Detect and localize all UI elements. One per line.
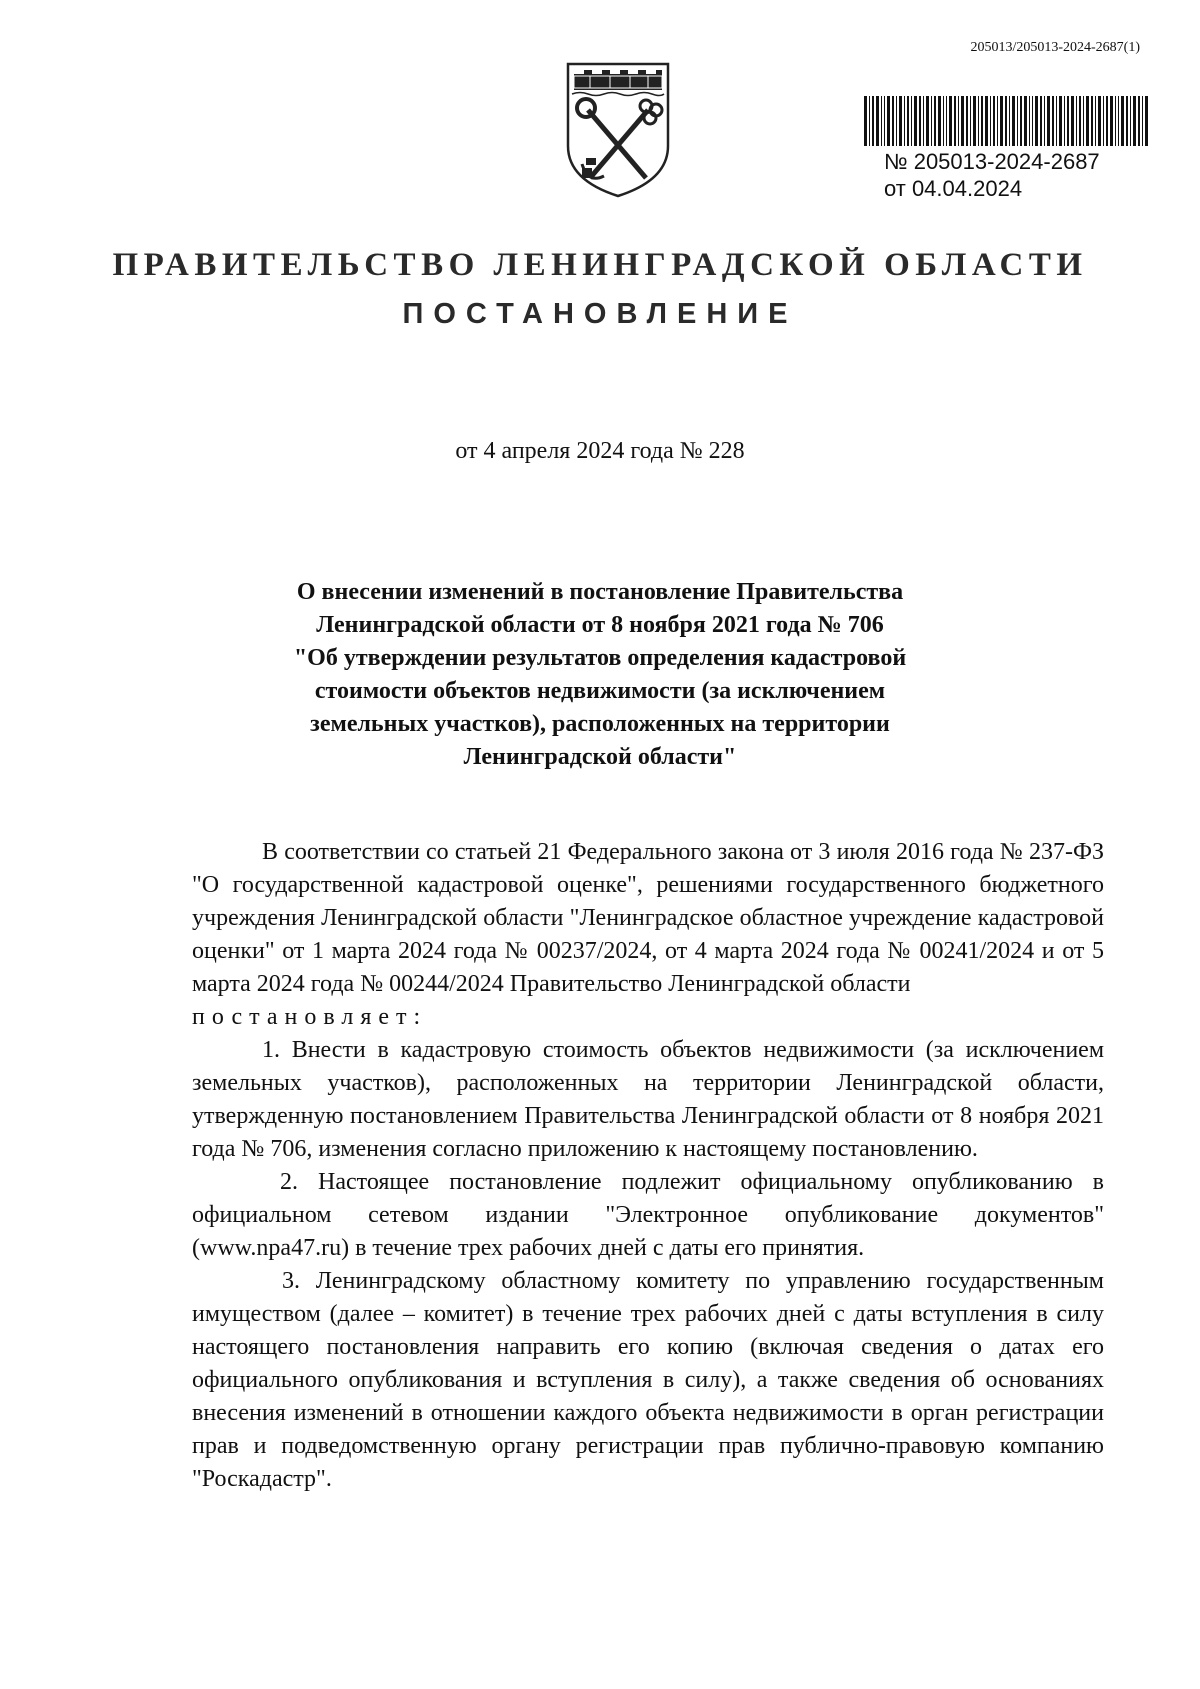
government-title: ПРАВИТЕЛЬСТВО ЛЕНИНГРАДСКОЙ ОБЛАСТИ xyxy=(112,247,1088,283)
document-date: от 04.04.2024 xyxy=(884,176,1023,201)
document-registration xyxy=(884,148,1100,202)
barcode-icon xyxy=(864,96,1148,146)
item-1-paragraph: 1. Внести в кадастровую стоимость объектов недвижимости (за исключением земельных участков), расположенных на территории Ленинградской области, утвержденную постановлением Правительства Ленинградской области от 8 ноября 2021 года № 706, изменения согласно приложению к настоящему постановлению. xyxy=(192,1037,1104,1162)
item-3-paragraph: 3. Ленинградскому областному комитету по управлению государственным имуществом (далее – комитет) в течение трех рабочих дней с даты вступления в силу настоящего постановления направить его копию (включая сведения о датах его официального опубликования и вступления в силу), а также сведения об основаниях внесения изменений в отношении каждого объекта недвижимости в орган регистрации прав и подведомственную органу регистрации прав публично-правовую компанию "Роскадастр". xyxy=(192,1268,1104,1492)
preamble-paragraph: В соответствии со статьей 21 Федерального закона от 3 июля 2016 года № 237-ФЗ "О государственной кадастровой оценке", решениями государственного бюджетного учреждения Ленинградской области "Ленинградское областное учреждение кадастровой оценки" от 1 марта 2024 года № 00237/2024, от 4 марта 2024 года № 00241/2024 и от 5 марта 2024 года № 00244/2024 Правительство Ленинградской области xyxy=(192,839,1104,997)
subject-line: Ленинградской области" xyxy=(463,744,737,770)
subject-line: "Об утверждении результатов определения кадастровой xyxy=(293,645,907,671)
subject-line: земельных участков), расположенных на территории xyxy=(310,711,890,737)
subject-line: Ленинградской области от 8 ноября 2021 года № 706 xyxy=(316,612,884,638)
registration-code: 205013/205013-2024-2687(1) xyxy=(970,40,1140,55)
resolves-word: постановляет: xyxy=(192,1004,428,1030)
decree-date-line: от 4 апреля 2024 года № 228 xyxy=(455,438,745,464)
decree-subject xyxy=(250,576,950,774)
item-2-paragraph: 2. Настоящее постановление подлежит официальному опубликованию в официальном сетевом издании "Электронное опубликование документов" (www.npa47.ru) в течение трех рабочих дней с даты его принятия. xyxy=(192,1169,1104,1261)
coat-of-arms-icon xyxy=(560,60,676,200)
subject-line: стоимости объектов недвижимости (за исключением xyxy=(314,678,886,704)
subject-line: О внесении изменений в постановление Правительства xyxy=(296,579,904,605)
document-number: № 205013-2024-2687 xyxy=(884,149,1100,174)
decree-title: ПОСТАНОВЛЕНИЕ xyxy=(402,298,798,330)
decree-body xyxy=(192,836,1104,1496)
